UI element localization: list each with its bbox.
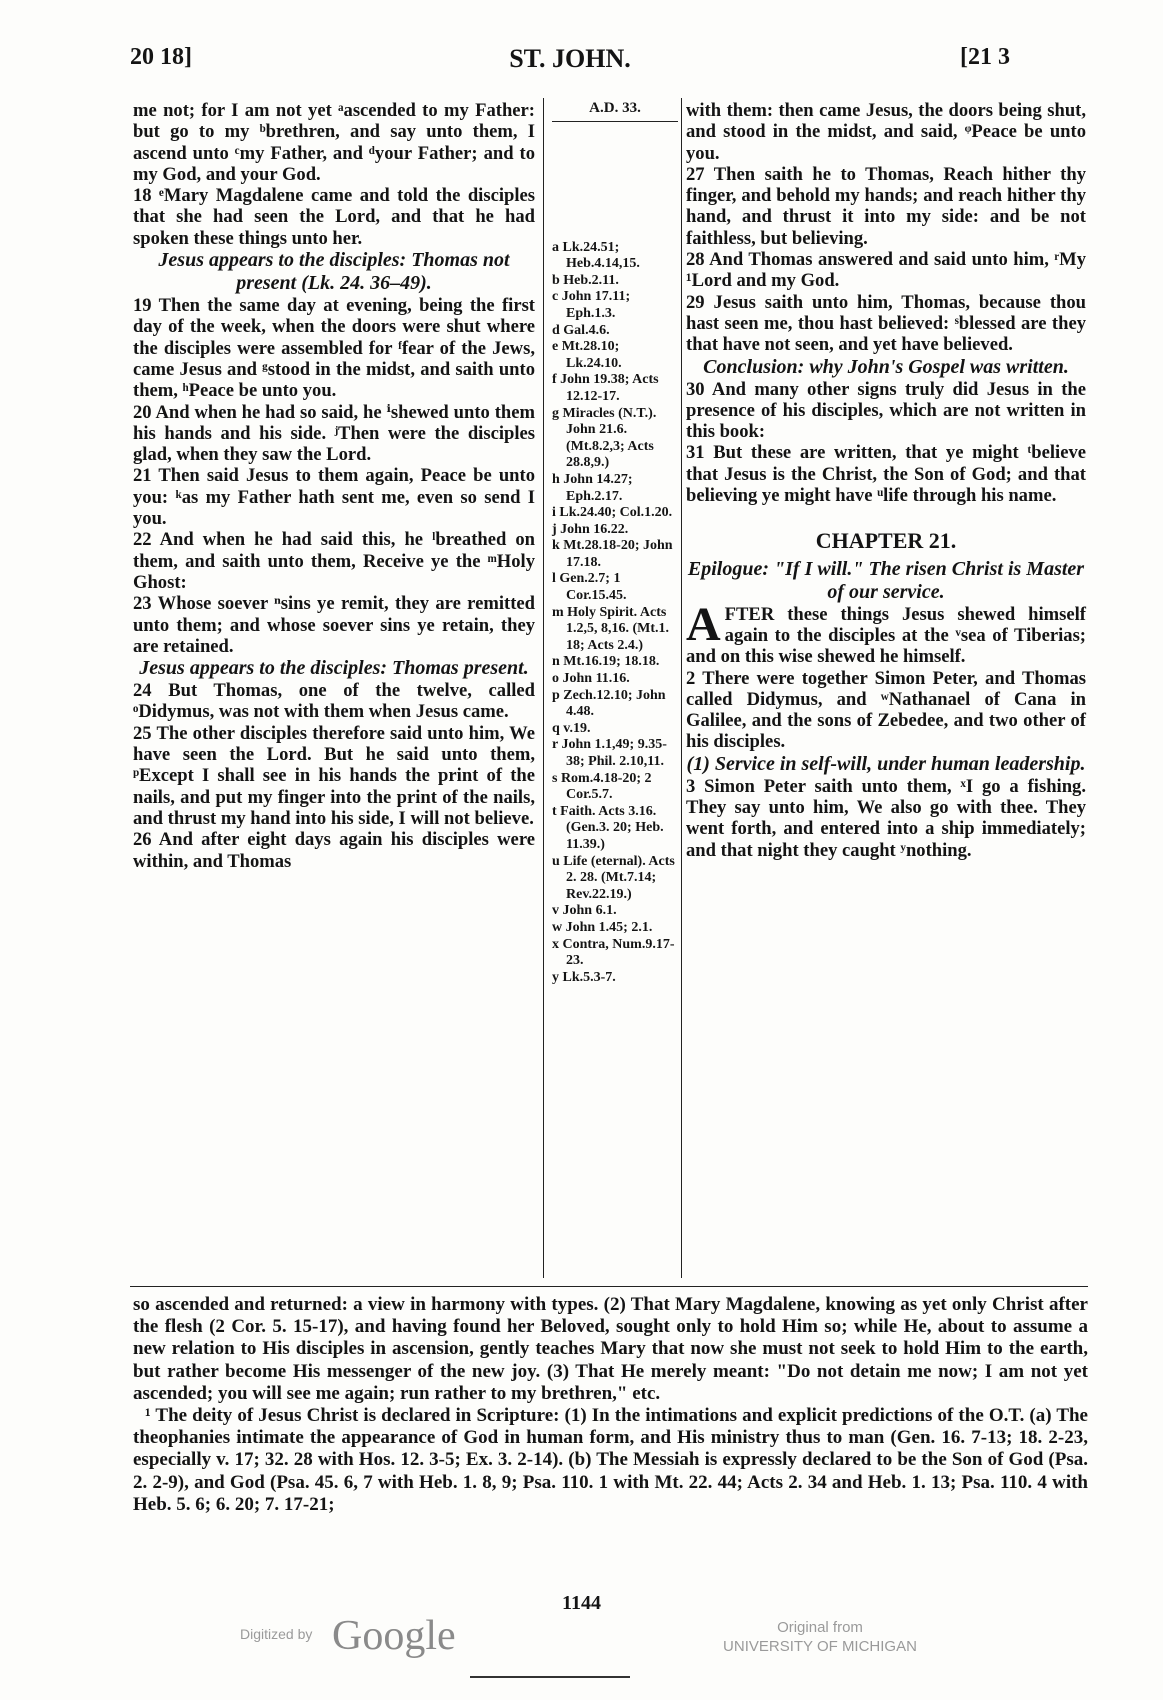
margin-ref: h John 14.27; Eph.2.17. bbox=[552, 471, 633, 504]
margin-ref: u Life (eternal). Acts 2. 28. (Mt.7.14; Rev.22.19.) bbox=[552, 853, 675, 902]
chapter-heading: CHAPTER 21. bbox=[815, 528, 957, 554]
verse-paragraph: 25 The other disciples therefore said unto him, We have seen the Lord. But he said unto them, ᵖExcept I shall see in his hands the print of the nails, and put my finger into the print of the nails, and thrust my hand into his side, I will not believe. bbox=[133, 722, 535, 829]
verse-paragraph: 26 And after eight days again his disciples were within, and Thomas bbox=[133, 829, 535, 872]
verse-paragraph: 21 Then said Jesus to them again, Peace be unto you: ᵏas my Father hath sent me, even so send I you. bbox=[133, 465, 535, 530]
margin-ref: k Mt.28.18-20; John 17.18. bbox=[552, 538, 673, 570]
margin-ref: w John 1.45; 2.1. bbox=[552, 919, 653, 935]
verse-paragraph: 18 ᵉMary Magdalene came and told the disciples that she had seen the Lord, and that he had spoken these things unto her. bbox=[133, 185, 535, 249]
verse-paragraph: 3 Simon Peter saith unto them, ˣI go a fishing. They say unto him, We also go with thee. They went forth, and entered into a ship immediately; and that night they caught ʸnothing. bbox=[686, 775, 1086, 861]
margin-ref: b Heb.2.11. bbox=[552, 272, 619, 288]
margin-ref: g Miracles (N.T.). John 21.6. (Mt.8.2,3; Acts 28.8,9.) bbox=[552, 405, 657, 471]
google-logo: Google bbox=[332, 1613, 456, 1659]
digitized-by-label: Digitized by bbox=[240, 1626, 313, 1642]
column-rule-left bbox=[543, 98, 544, 1278]
margin-ref: j John 16.22. bbox=[552, 521, 629, 537]
margin-ref: r John 1.1,49; 9.35-38; Phil. 2.10,11. bbox=[552, 737, 667, 769]
section-heading: Epilogue: "If I will." The risen Christ is Master of our service. bbox=[687, 557, 1085, 603]
margin-ref: s Rom.4.18-20; 2 Cor.5.7. bbox=[552, 770, 652, 803]
margin-ref: y Lk.5.3-7. bbox=[552, 969, 616, 985]
margin-ref: c John 17.11; Eph.1.3. bbox=[552, 289, 631, 321]
verse-paragraph: 20 And when he had so said, he ⁱshewed unto them his hands and his side. ʲThen were the disciples glad, when they saw the Lord. bbox=[133, 401, 535, 466]
verse-paragraph: 27 Then saith he to Thomas, Reach hither thy finger, and behold my hands; and reach hither thy hand, and thrust it into my side: and be not faithless, but believing. bbox=[686, 163, 1086, 249]
verse-paragraph: me not; for I am not yet ᵃascended to my Father: but go to my ᵇbrethren, and say unto them, I ascend unto ᶜmy Father, and ᵈyour Father; and to my God, and your God. bbox=[133, 100, 535, 185]
header-chapter-verse-left: 20 18] bbox=[130, 44, 192, 70]
margin-ref: d Gal.4.6. bbox=[552, 322, 610, 338]
margin-ref: o John 11.16. bbox=[552, 671, 630, 687]
margin-ref: l Gen.2.7; 1 Cor.15.45. bbox=[552, 571, 627, 604]
verse-paragraph: 31 But these are written, that ye might ᵗbelieve that Jesus is the Christ, the Son of God; and that believing ye might have ᵘlife through his name. bbox=[686, 442, 1086, 507]
footnote-paragraph: so ascended and returned: a view in harmony with types. (2) That Mary Magdalene, knowing as yet only Christ after the flesh (2 Cor. 5. 15-17), and having found her Beloved, sought only to hold Him so; while He, about to assume a new relation to His disciples in ascension, gently teaches Mary that now she must not seek to hold Him to the earth, but rather become His messenger of the new joy. (3) That He merely meant: "Do not detain me now; I am not yet ascended; you will see me again; run rather to my brethren," etc. bbox=[133, 1294, 1088, 1404]
verse-paragraph: 23 Whose soever ⁿsins ye remit, they are remitted unto them; and whose soever sins ye retain, they are retained. bbox=[133, 593, 535, 657]
verse-paragraph: 29 Jesus saith unto him, Thomas, because thou hast seen me, thou hast believed: ˢblessed are they that have not seen, and yet have believed. bbox=[686, 291, 1086, 356]
section-heading: Jesus appears to the disciples: Thomas present. bbox=[139, 657, 529, 680]
margin-ref: x Contra, Num.9.17-23. bbox=[552, 936, 675, 969]
drop-cap: A bbox=[686, 597, 721, 651]
margin-ref: t Faith. Acts 3.16. (Gen.3. 20; Heb. 11.39.) bbox=[552, 803, 664, 852]
header-chapter-verse-right: [21 3 bbox=[960, 44, 1010, 70]
scan-mark bbox=[470, 1676, 630, 1678]
verse-paragraph: 30 And many other signs truly did Jesus in the presence of his disciples, which are not written in this book: bbox=[686, 378, 1086, 443]
verse-paragraph: with them: then came Jesus, the doors being shut, and stood in the midst, and said, ᵠPeace be unto you. bbox=[686, 100, 1086, 164]
provenance-note bbox=[690, 1618, 950, 1656]
footnote-paragraph: ¹ The deity of Jesus Christ is declared in Scripture: (1) In the intimations and explicit predictions of the O.T. (a) The theophanies intimate the appearance of God in human form, and His ministry thus to man (Gen. 16. 7-13; 18. 2-23, especially v. 17; 32. 28 with Hos. 12. 3-5; Ex. 3. 2-14). (b) The Messiah is expressly declared to be the Son of God (Psa. 2. 2-9), and God (Psa. 45. 6, 7 with Heb. 1. 8, 9; Psa. 110. 1 with Mt. 22. 44; Acts 2. 34 and Heb. 1. 13; Psa. 110. 4 with Heb. 5. 6; 6. 20; 7. 17-21; bbox=[133, 1405, 1088, 1515]
footnotes bbox=[133, 1294, 1088, 1516]
header-book-title: ST. JOHN. bbox=[509, 44, 631, 73]
verse-paragraph: 2 There were together Simon Peter, and Thomas called Didymus, and ʷNathanael of Cana in Galilee, and the sons of Zebedee, and two other of his disciples. bbox=[686, 667, 1086, 753]
running-header bbox=[130, 44, 1010, 84]
verse-text: FTER these things Jesus shewed himself again to the disciples at the ᵛsea of Tiberias; and on this wise shewed he himself. bbox=[686, 603, 1086, 668]
right-column bbox=[686, 100, 1086, 861]
original-from-label: Original from bbox=[777, 1619, 863, 1636]
section-heading: (1) Service in self-will, under human leadership. bbox=[686, 752, 1086, 775]
margin-date: A.D. 33. bbox=[552, 100, 678, 122]
verse-paragraph: 19 Then the same day at evening, being the first day of the week, when the doors were shut where the disciples were assembled for ᶠfear of the Jews, came Jesus and ᵍstood in the midst, and saith unto them, ʰPeace be unto you. bbox=[133, 295, 535, 402]
margin-ref: a Lk.24.51; Heb.4.14,15. bbox=[552, 239, 640, 272]
section-heading: Conclusion: why John's Gospel was written. bbox=[703, 355, 1069, 378]
page-number: 1144 bbox=[562, 1592, 601, 1614]
verse-paragraph: 28 And Thomas answered and said unto him, ʳMy ¹Lord and my God. bbox=[686, 249, 1086, 292]
verse-paragraph: 24 But Thomas, one of the twelve, called ᵒDidymus, was not with them when Jesus came. bbox=[133, 680, 535, 723]
margin-ref: v John 6.1. bbox=[552, 903, 617, 919]
column-rule-right bbox=[681, 98, 682, 1278]
verse-paragraph: 22 And when he had said this, he ˡbreathed on them, and saith unto them, Receive ye the ᵐHoly Ghost: bbox=[133, 529, 535, 593]
footnote-rule bbox=[130, 1286, 1088, 1287]
margin-ref: f John 19.38; Acts 12.12-17. bbox=[552, 372, 659, 404]
verse-paragraph-first bbox=[686, 597, 1086, 668]
margin-ref: m Holy Spirit. Acts 1.2,5, 8,16. (Mt.1. 18; Acts 2.4.) bbox=[552, 604, 670, 653]
left-column bbox=[133, 100, 535, 872]
margin-references bbox=[552, 100, 678, 986]
margin-ref: p Zech.12.10; John 4.48. bbox=[552, 687, 666, 720]
section-heading: Jesus appears to the disciples: Thomas not present (Lk. 24. 36–49). bbox=[158, 249, 510, 295]
university-label: UNIVERSITY OF MICHIGAN bbox=[723, 1638, 917, 1655]
margin-ref: q v.19. bbox=[552, 720, 591, 736]
margin-ref: i Lk.24.40; Col.1.20. bbox=[552, 505, 673, 521]
margin-ref: n Mt.16.19; 18.18. bbox=[552, 654, 660, 670]
margin-ref: e Mt.28.10; Lk.24.10. bbox=[552, 339, 622, 371]
